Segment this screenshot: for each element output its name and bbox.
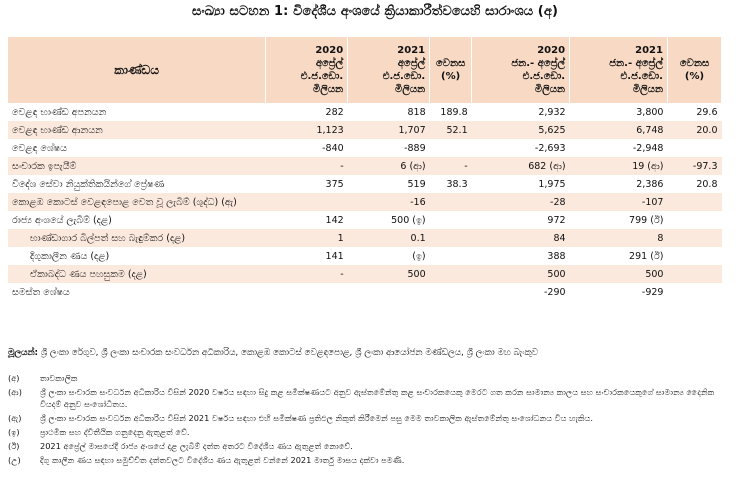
cell (266, 193, 348, 211)
row-label: වෙළඳ භාණ්ඩ අපනයන (12, 106, 107, 118)
cell: 500 (472, 265, 570, 283)
cell: 189.8 (440, 106, 468, 118)
header-2021-jan-april (570, 37, 668, 103)
footnote (8, 454, 738, 466)
cell: -16 (348, 193, 430, 211)
row-label: සංචාරක ඉපැයීම් (8, 157, 266, 175)
footnote-text: ප්‍රාථමික සහ ද්විතීයික ගනුදෙනු ඇතුළත් වේ. (40, 427, 190, 437)
cell (430, 211, 472, 229)
cell (430, 139, 472, 157)
cell: 500 (570, 265, 668, 283)
cell (348, 283, 430, 301)
cell: - (266, 157, 348, 175)
row-label: වෙළඳ භාණ්ඩ ආනයන (8, 121, 266, 139)
header-line: වෙනස (435, 58, 466, 69)
header-2021-april (348, 37, 430, 103)
cell: 84 (472, 229, 570, 247)
row-label: විදේශ සේවා නියුක්තිකයින්ගේ ප්‍රේෂණ (12, 178, 165, 190)
cell (667, 193, 721, 211)
row-label: ඒකාබද්ධ ණය පහසුකම (දළ) (8, 265, 266, 283)
header-2020-jan-april (472, 37, 570, 103)
row-label: රාජ්‍ය අංශයේ ලැබීම් (දළ) (12, 214, 112, 226)
header-line: මිලියන (313, 84, 344, 95)
cell (667, 139, 721, 157)
cell: 8 (570, 229, 668, 247)
header-change-2 (667, 37, 721, 103)
cell: 29.6 (696, 106, 718, 118)
header-line: මිලියන (534, 84, 566, 95)
table-row (8, 265, 722, 283)
cell: 799 (ඊ) (629, 214, 664, 226)
header-line: වෙනස (679, 58, 710, 69)
row-label: වෙළඳ ශේෂය (12, 142, 67, 154)
cell (430, 193, 472, 211)
cell: -290 (543, 286, 566, 298)
cell (667, 211, 721, 229)
table-title: සංඛ්‍යා සටහන 1: විදේශීය අංශයේ ක්‍රියාකාරීත්වයෙහි සාරාංශය (අ) (192, 4, 558, 19)
cell: -28 (472, 193, 570, 211)
header-line: එ.ජ.ඩො. (620, 71, 663, 82)
cell: 2,932 (538, 106, 566, 118)
cell: 5,625 (472, 121, 570, 139)
cell (430, 283, 472, 301)
header-line: එ.ජ.ඩො. (522, 71, 566, 82)
header-line: 2021 (635, 45, 663, 56)
header-line: 2020 (537, 45, 566, 56)
cell: 19 (ආ) (570, 157, 668, 175)
cell: 142 (325, 214, 344, 226)
header-line: ජන.- අප්‍රේල් (511, 58, 566, 69)
row-label: දිගුකාලීන ණය (දළ) (30, 250, 110, 262)
cell (667, 265, 721, 283)
footnote-text: ශ්‍රී ලංකා සංචාරක සංවර්ධන අධිකාරිය විසින් 2021 වර්ෂය සඳහා එහි සමීක්ෂණ ප්‍රතිඵල නිකුත් කිරීමෙන් පසු මෙම තාවකාලික ඇස්තමේන්තු සංශෝධනය විය හැකිය. (40, 413, 593, 423)
footnote-key: (ආ) (8, 387, 22, 397)
footnote-key: (උ) (8, 455, 21, 465)
footnote-key: (ඊ) (8, 441, 20, 451)
sources-line (8, 348, 728, 358)
footnote-text: 2021 අප්‍රේල් මාසයේදී රාජ්‍ය අංශයේ දළ ලැබීම් දත්ත අතරට විදේශීය ණය ඇතුළත් නොවේ. (40, 441, 353, 451)
cell: 1,707 (348, 121, 430, 139)
footnote (8, 386, 738, 410)
summary-table (8, 37, 722, 301)
table-row (8, 211, 722, 229)
cell: -2,693 (534, 142, 566, 154)
header-line: 2021 (397, 45, 426, 56)
header-line: 2020 (315, 45, 344, 56)
footnote (8, 426, 738, 438)
cell: 20.8 (696, 178, 718, 190)
sources-label: මූලයන්: (8, 348, 39, 358)
table-row (8, 157, 722, 175)
cell: - (266, 265, 348, 283)
cell: 6 (ආ) (348, 157, 430, 175)
cell: 1,975 (538, 178, 566, 190)
header-line: එ.ජ.ඩො. (382, 71, 426, 82)
table-row (8, 247, 722, 265)
table-row (8, 139, 722, 157)
header-line: අප්‍රේල් (397, 58, 426, 69)
cell: 500 (348, 265, 430, 283)
cell: 972 (547, 214, 566, 226)
cell: 1,123 (266, 121, 348, 139)
cell (430, 229, 472, 247)
header-line: (%) (684, 71, 705, 82)
cell (667, 283, 721, 301)
cell: 291 (ඊ) (629, 250, 664, 262)
table-row (8, 283, 722, 301)
table-row (8, 121, 722, 139)
row-label: සමස්ත ශේෂය (12, 286, 70, 298)
cell (667, 247, 721, 265)
cell: 818 (407, 106, 426, 118)
cell: 1 (266, 229, 348, 247)
footnote-text: තාවකාලික (40, 373, 78, 383)
header-line: මිලියන (632, 84, 663, 95)
footnote-key: (ඉ) (8, 427, 20, 437)
cell (430, 265, 472, 283)
header-category: කාණ්ඩය (8, 37, 266, 103)
cell: 682 (ආ) (472, 157, 570, 175)
cell: -107 (570, 193, 668, 211)
cell: -840 (322, 142, 344, 154)
table-row (8, 229, 722, 247)
row-label: භාණ්ඩාගාර බිල්පත් සහ බැඳුම්කර (දළ) (8, 229, 266, 247)
sources-text: ශ්‍රී ලංකා රේගුව, ශ්‍රී ලංකා සංචාරක සංවර්ධන අධිකාරිය, කොළඹ කොටස් වෙළඳපොළ, ශ්‍රී ලංකා ආයෝජන මණ්ඩලය, ශ්‍රී ලංකා මහ බැංකුව (40, 348, 538, 358)
table-row (8, 103, 722, 121)
cell: -929 (641, 286, 664, 298)
footnote (8, 440, 738, 452)
cell (266, 283, 348, 301)
header-line: ජන.- අප්‍රේල් (609, 58, 663, 69)
cell: -97.3 (667, 157, 721, 175)
cell: 20.0 (667, 121, 721, 139)
cell: -889 (404, 142, 426, 154)
cell: 52.1 (430, 121, 472, 139)
footnote-text: දිගු කාලීන ණය සඳහා සමුච්චිත දත්තවලට විදේශීය ණය ඇතුළත් වන්නේ 2021 මාර්තු මාසය දක්වා පමණි. (40, 455, 405, 465)
table-row (8, 175, 722, 193)
table-row (8, 193, 722, 211)
cell: 388 (547, 250, 566, 262)
footnote (8, 372, 738, 384)
cell: (ඉ) (412, 250, 426, 262)
header-2020-april (266, 37, 348, 103)
cell: - (430, 157, 472, 175)
header-change-1 (430, 37, 472, 103)
footnote (8, 412, 738, 424)
cell: 519 (407, 178, 426, 190)
header-line: අප්‍රේල් (315, 58, 344, 69)
cell: 38.3 (446, 178, 468, 190)
header-line: (%) (441, 71, 461, 82)
cell (667, 229, 721, 247)
cell: 3,800 (636, 106, 664, 118)
cell: 500 (ඉ) (391, 214, 426, 226)
cell: 2,386 (636, 178, 664, 190)
row-label: කොළඹ කොටස් වෙළඳපොළ වෙත වූ ලැබීම් (ශුද්ධ) (ඇ) (8, 193, 266, 211)
footnote-key: (අ) (8, 373, 20, 383)
footnote-key: (ඇ) (8, 413, 22, 423)
cell: -2,948 (632, 142, 664, 154)
cell: 141 (325, 250, 344, 262)
header-line: මිලියන (395, 84, 426, 95)
header-row (8, 37, 722, 103)
cell: 282 (325, 106, 344, 118)
footnotes (8, 372, 738, 468)
cell: 375 (325, 178, 344, 190)
footnote-text: ශ්‍රී ලංකා සංචාරක සංවර්ධන අධිකාරිය විසින් 2020 වර්ෂය සඳහා සිදු කළ සමීක්ෂණයට අනුව ඇස්තමේන්තු කළ සංචාරකයෙකු මෙරට ගත කරන සාමාන්‍ය කාලය සහ සංචාරකයෙකුගේ සාමාන්‍ය දෛනික වියදම් අනුව සංශෝධිතය. (40, 387, 715, 409)
cell: 0.1 (348, 229, 430, 247)
cell: 6,748 (570, 121, 668, 139)
header-line: එ.ජ.ඩො. (300, 71, 344, 82)
cell (430, 247, 472, 265)
